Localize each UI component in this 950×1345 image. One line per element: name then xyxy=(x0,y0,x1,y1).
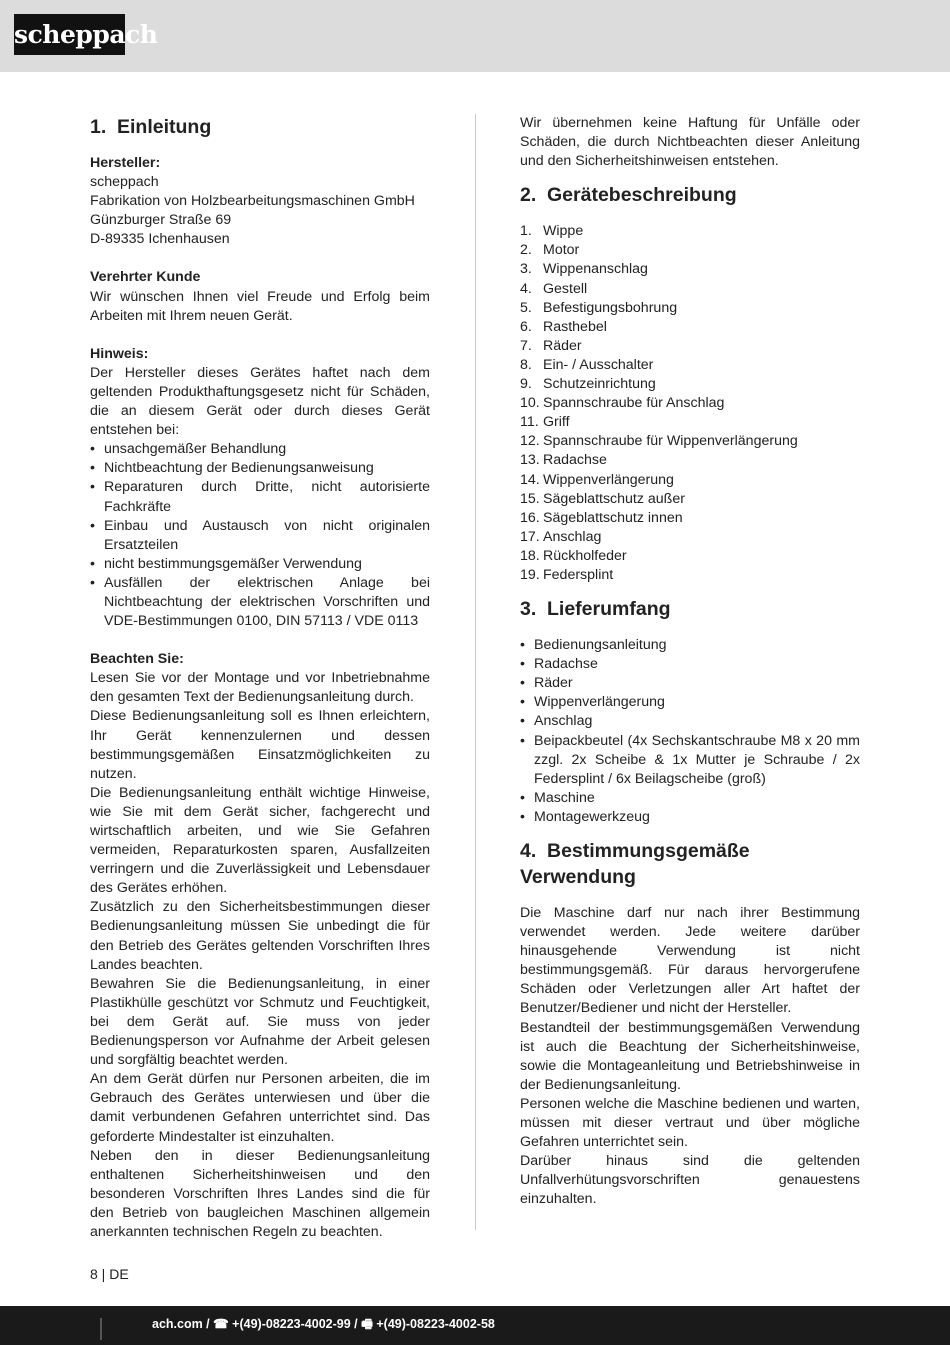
section-2-heading: 2. Gerätebeschreibung xyxy=(520,184,737,207)
kunde-label: Verehrter Kunde xyxy=(90,269,201,286)
list-item: 2. Motor xyxy=(520,242,580,259)
list-item: 17. Anschlag xyxy=(520,528,602,545)
list-item: • nicht bestimmungsgemäßer Verwendung xyxy=(90,555,430,574)
list-item: 13. Radachse xyxy=(520,452,607,469)
list-item: • Wippenverlängerung xyxy=(520,693,860,712)
list-item: 12. Spannschraube für Wippenverlängerung xyxy=(520,433,798,450)
hersteller-line: D-89335 Ichenhausen xyxy=(90,231,230,248)
list-item: 9. Schutzeinrichtung xyxy=(520,376,656,393)
list-item: 1. Wippe xyxy=(520,223,584,240)
beachten-paragraph: Neben den in dieser Bedienungsanleitung enthaltenen Sicherheitshinweisen und den besonderen Vorschriften Ihres Landes sind die für den Betrieb von baugleichen Maschinen allgemein anerkannten technischen Regeln zu beachten. xyxy=(90,1147,430,1240)
list-item: • Maschine xyxy=(520,789,860,808)
list-item: • Räder xyxy=(520,674,860,693)
list-item: 3. Wippenanschlag xyxy=(520,261,648,278)
right-column xyxy=(520,114,860,1210)
scheppach-logo: scheppach xyxy=(14,14,125,55)
hersteller-line: Günzburger Straße 69 xyxy=(90,212,232,229)
delivery-list xyxy=(520,636,860,827)
usage-paragraph: Darüber hinaus sind die geltenden Unfallverhütungsvorschriften genauestens einzuhalten. xyxy=(520,1153,860,1208)
beachten-paragraph: An dem Gerät dürfen nur Personen arbeiten, die im Gebrauch des Gerätes unterwiesen und über die damit verbundenen Gefahren unterrichtet sind. Das geforderte Mindestalter ist einzuhalten. xyxy=(90,1071,430,1145)
footer-mark xyxy=(100,1318,102,1340)
list-item: 8. Ein- / Ausschalter xyxy=(520,356,654,373)
haftung-text: Wir übernehmen keine Haftung für Unfälle oder Schäden, die durch Nichtbeachten dieser Anleitung und den Sicherheitshinweisen entstehen. xyxy=(520,115,860,170)
hersteller-line: scheppach xyxy=(90,174,159,191)
kunde-text: Wir wünschen Ihnen viel Freude und Erfolg beim Arbeiten mit Ihrem neuen Gerät. xyxy=(90,288,430,324)
hersteller-line: Fabrikation von Holzbearbeitungsmaschinen GmbH xyxy=(90,193,415,210)
beachten-paragraph: Die Bedienungsanleitung enthält wichtige Hinweise, wie Sie mit dem Gerät sicher, fachgerecht und wirtschaftlich arbeiten, und wie Sie Gefahren vermeiden, Reparaturkosten sparen, Ausfallzeiten verringern und die Zuverlässigkeit und Lebensdauer des Gerätes erhöhen. xyxy=(90,784,430,897)
list-item: 5. Befestigungsbohrung xyxy=(520,299,678,316)
hinweis-label: Hinweis: xyxy=(90,345,149,362)
list-item: • Reparaturen durch Dritte, nicht autorisierte Fachkräfte xyxy=(90,478,430,516)
page-number: 8 | DE xyxy=(90,1266,129,1282)
parts-list xyxy=(520,222,860,585)
beachten-paragraph: Zusätzlich zu den Sicherheitsbestimmungen dieser Bedienungsanleitung müssen Sie unbedingt die für den Betrieb des Gerätes geltenden Vorschriften Ihres Landes beachten. xyxy=(90,899,430,973)
list-item: • Einbau und Austausch von nicht originalen Ersatzteilen xyxy=(90,517,430,555)
beachten-paragraph: Diese Bedienungsanleitung soll es Ihnen erleichtern, Ihr Gerät kennenzulernen und dessen bestimmungsgemäßen Einsatzmöglichkeiten zu nutzen. xyxy=(90,708,430,782)
list-item: 11. Griff xyxy=(520,414,570,431)
list-item: 14. Wippenverlängerung xyxy=(520,471,674,488)
left-column xyxy=(90,114,430,1242)
list-item: • Radachse xyxy=(520,655,860,674)
section-1-heading: 1. Einleitung xyxy=(90,116,212,138)
section-4-heading: 4. Bestimmungsgemäße Verwendung xyxy=(520,840,750,888)
list-item: • Bedienungsanleitung xyxy=(520,636,860,655)
list-item: 6. Rasthebel xyxy=(520,318,607,335)
footer-contact: ach.com / ☎ +(49)-08223-4002-99 / 🖷 +(49)-08223-4002-58 xyxy=(152,1317,495,1331)
list-item: • Beipackbeutel (4x Sechskantschraube M8 x 20 mm zzgl. 2x Scheibe & 1x Mutter je Schraube / 2x Federsplint / 6x Beilagscheibe (groß) xyxy=(520,732,860,789)
list-item: 19. Federsplint xyxy=(520,566,614,583)
list-item: • Nichtbeachtung der Bedienungsanweisung xyxy=(90,459,430,478)
beachten-paragraph: Lesen Sie vor der Montage und vor Inbetriebnahme den gesamten Text der Bedienungsanleitung durch. xyxy=(90,670,430,706)
list-item: 7. Räder xyxy=(520,337,582,354)
beachten-paragraph: Bewahren Sie die Bedienungsanleitung, in einer Plastikhülle geschützt vor Schmutz und Feuchtigkeit, bei dem Gerät auf. Sie muss von jeder Bedienungsperson vor Aufnahme der Arbeit gelesen und sorgfältig beachtet werden. xyxy=(90,975,430,1069)
hinweis-list xyxy=(90,440,430,631)
hersteller-label: Hersteller: xyxy=(90,155,161,171)
list-item: • Montagewerkzeug xyxy=(520,808,860,827)
list-item: 16. Sägeblattschutz innen xyxy=(520,509,683,526)
list-item: 18. Rückholfeder xyxy=(520,547,627,564)
usage-paragraph: Bestandteil der bestimmungsgemäßen Verwendung ist auch die Beachtung der Sicherheitshinweise, sowie die Montageanleitung und Betriebshinweise in der Bedienungsanleitung. xyxy=(520,1019,860,1093)
list-item: • Ausfällen der elektrischen Anlage bei Nichtbeachtung der elektrischen Vorschriften und VDE-Bestimmungen 0100, DIN 57113 / VDE 0113 xyxy=(90,574,430,631)
list-item: • unsachgemäßer Behandlung xyxy=(90,440,430,459)
usage-paragraph: Die Maschine darf nur nach ihrer Bestimmung verwendet werden. Jede weitere darüber hinausgehende Verwendung ist nicht bestimmungsgemäß. Für daraus hervorgerufene Schäden oder Verletzungen aller Art haftet der Benutzer/Bediener und nicht der Hersteller. xyxy=(520,905,860,1017)
list-item: 15. Sägeblattschutz außer xyxy=(520,490,685,507)
list-item: 10. Spannschraube für Anschlag xyxy=(520,395,725,412)
beachten-label: Beachten Sie: xyxy=(90,651,184,668)
list-item: • Anschlag xyxy=(520,712,860,731)
hinweis-text: Der Hersteller dieses Gerätes haftet nach dem geltenden Produkthaftungsgesetz nicht für Schäden, die an diesem Gerät oder durch dieses Gerät entstehen bei: xyxy=(90,364,430,439)
column-divider xyxy=(475,114,476,1230)
list-item: 4. Gestell xyxy=(520,280,588,297)
section-3-heading: 3. Lieferumfang xyxy=(520,598,671,621)
usage-paragraph: Personen welche die Maschine bedienen und warten, müssen mit dieser vertraut und über mögliche Gefahren unterrichtet sein. xyxy=(520,1095,860,1151)
